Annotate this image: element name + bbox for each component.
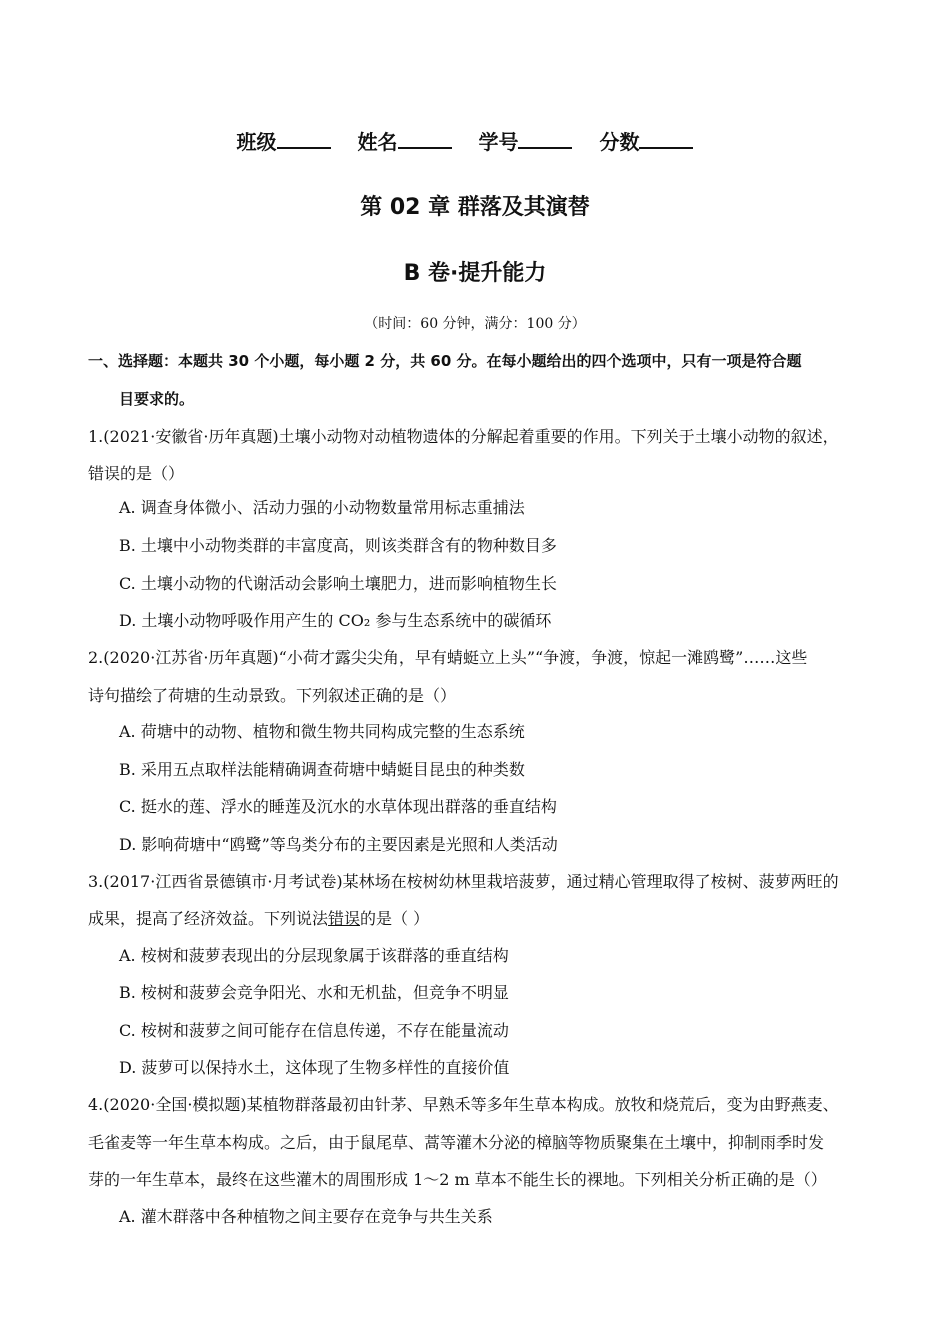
score-label: 分数 — [599, 130, 640, 154]
question-2-option-d[interactable]: D. 影响荷塘中“鸥鹭”等鸟类分布的主要因素是光照和人类活动 — [119, 835, 558, 854]
question-2-option-c[interactable]: C. 挺水的莲、浮水的睡莲及沉水的水草体现出群落的垂直结构 — [119, 797, 557, 816]
question-1-option-d[interactable]: D. 土壤小动物呼吸作用产生的 CO₂ 参与生态系统中的碳循环 — [119, 611, 552, 630]
question-4-stem-line1: 4.(2020·全国·模拟题)某植物群落最初由针茅、早熟禾等多年生草本构成。放牧和烧荒后，变为由野燕麦、 — [88, 1095, 839, 1114]
section-instruction-line2: 目要求的。 — [119, 390, 195, 408]
name-label: 姓名 — [357, 130, 398, 154]
question-2-stem-line2: 诗句描绘了荷塘的生动景致。下列叙述正确的是（） — [88, 686, 457, 705]
question-4-stem-line2: 毛雀麦等一年生草本构成。之后，由于鼠尾草、蒿等灌木分泌的樟脑等物质聚集在土壤中，抑制雨季时发 — [88, 1133, 825, 1152]
id-blank[interactable] — [518, 127, 572, 149]
emphasis-wrong: 错误 — [328, 909, 361, 928]
score-blank[interactable] — [639, 127, 693, 149]
question-1-option-a[interactable]: A. 调查身体微小、活动力强的小动物数量常用标志重捕法 — [119, 498, 525, 517]
question-3-stem-line1: 3.(2017·江西省景德镇市·月考试卷)某林场在桉树幼林里栽培菠萝，通过精心管理取得了桉树、菠萝两旺的 — [88, 872, 839, 891]
question-2-option-a[interactable]: A. 荷塘中的动物、植物和微生物共同构成完整的生态系统 — [119, 722, 525, 741]
question-2-option-b[interactable]: B. 采用五点取样法能精确调查荷塘中蜻蜓目昆虫的种类数 — [119, 760, 525, 779]
student-info-header — [0, 126, 950, 155]
question-2-stem-line1: 2.(2020·江苏省·历年真题)“小荷才露尖尖角，早有蜻蜓立上头”“争渡，争渡，惊起一滩鸥鹭”……这些 — [88, 648, 808, 667]
question-1-stem-line2: 错误的是（） — [88, 464, 185, 483]
question-4-stem-line3: 芽的一年生草本，最终在这些灌木的周围形成 1～2 m 草本不能生长的裸地。下列相关分析正确的是（） — [88, 1170, 827, 1189]
name-blank[interactable] — [398, 127, 452, 149]
question-3-option-d[interactable]: D. 菠萝可以保持水土，这体现了生物多样性的直接价值 — [119, 1058, 510, 1077]
id-label: 学号 — [478, 130, 519, 154]
question-1-option-c[interactable]: C. 土壤小动物的代谢活动会影响土壤肥力，进而影响植物生长 — [119, 574, 557, 593]
volume-title: B 卷·提升能力 — [403, 261, 547, 286]
question-1-option-b[interactable]: B. 土壤中小动物类群的丰富度高，则该类群含有的物种数目多 — [119, 536, 557, 555]
question-3-option-c[interactable]: C. 桉树和菠萝之间可能存在信息传递，不存在能量流动 — [119, 1021, 509, 1040]
chapter-title: 第 02 章 群落及其演替 — [360, 195, 590, 220]
class-blank[interactable] — [277, 127, 331, 149]
question-4-option-a[interactable]: A. 灌木群落中各种植物之间主要存在竞争与共生关系 — [119, 1207, 493, 1226]
question-1-stem-line1: 1.(2021·安徽省·历年真题)土壤小动物对动植物遗体的分解起着重要的作用。下列关于土壤小动物的叙述， — [88, 427, 839, 446]
time-info: （时间：60 分钟，满分：100 分） — [364, 316, 586, 332]
question-3-option-a[interactable]: A. 桉树和菠萝表现出的分层现象属于该群落的垂直结构 — [119, 946, 509, 965]
question-3-option-b[interactable]: B. 桉树和菠萝会竞争阳光、水和无机盐，但竞争不明显 — [119, 983, 509, 1002]
section-instruction-line1: 一、选择题：本题共 30 个小题，每小题 2 分，共 60 分。在每小题给出的四个选项中，只有一项是符合题 — [88, 352, 802, 370]
question-3-stem-line2: 成果，提高了经济效益。下列说法错误的是（ ） — [88, 909, 430, 928]
class-label: 班级 — [236, 130, 277, 154]
